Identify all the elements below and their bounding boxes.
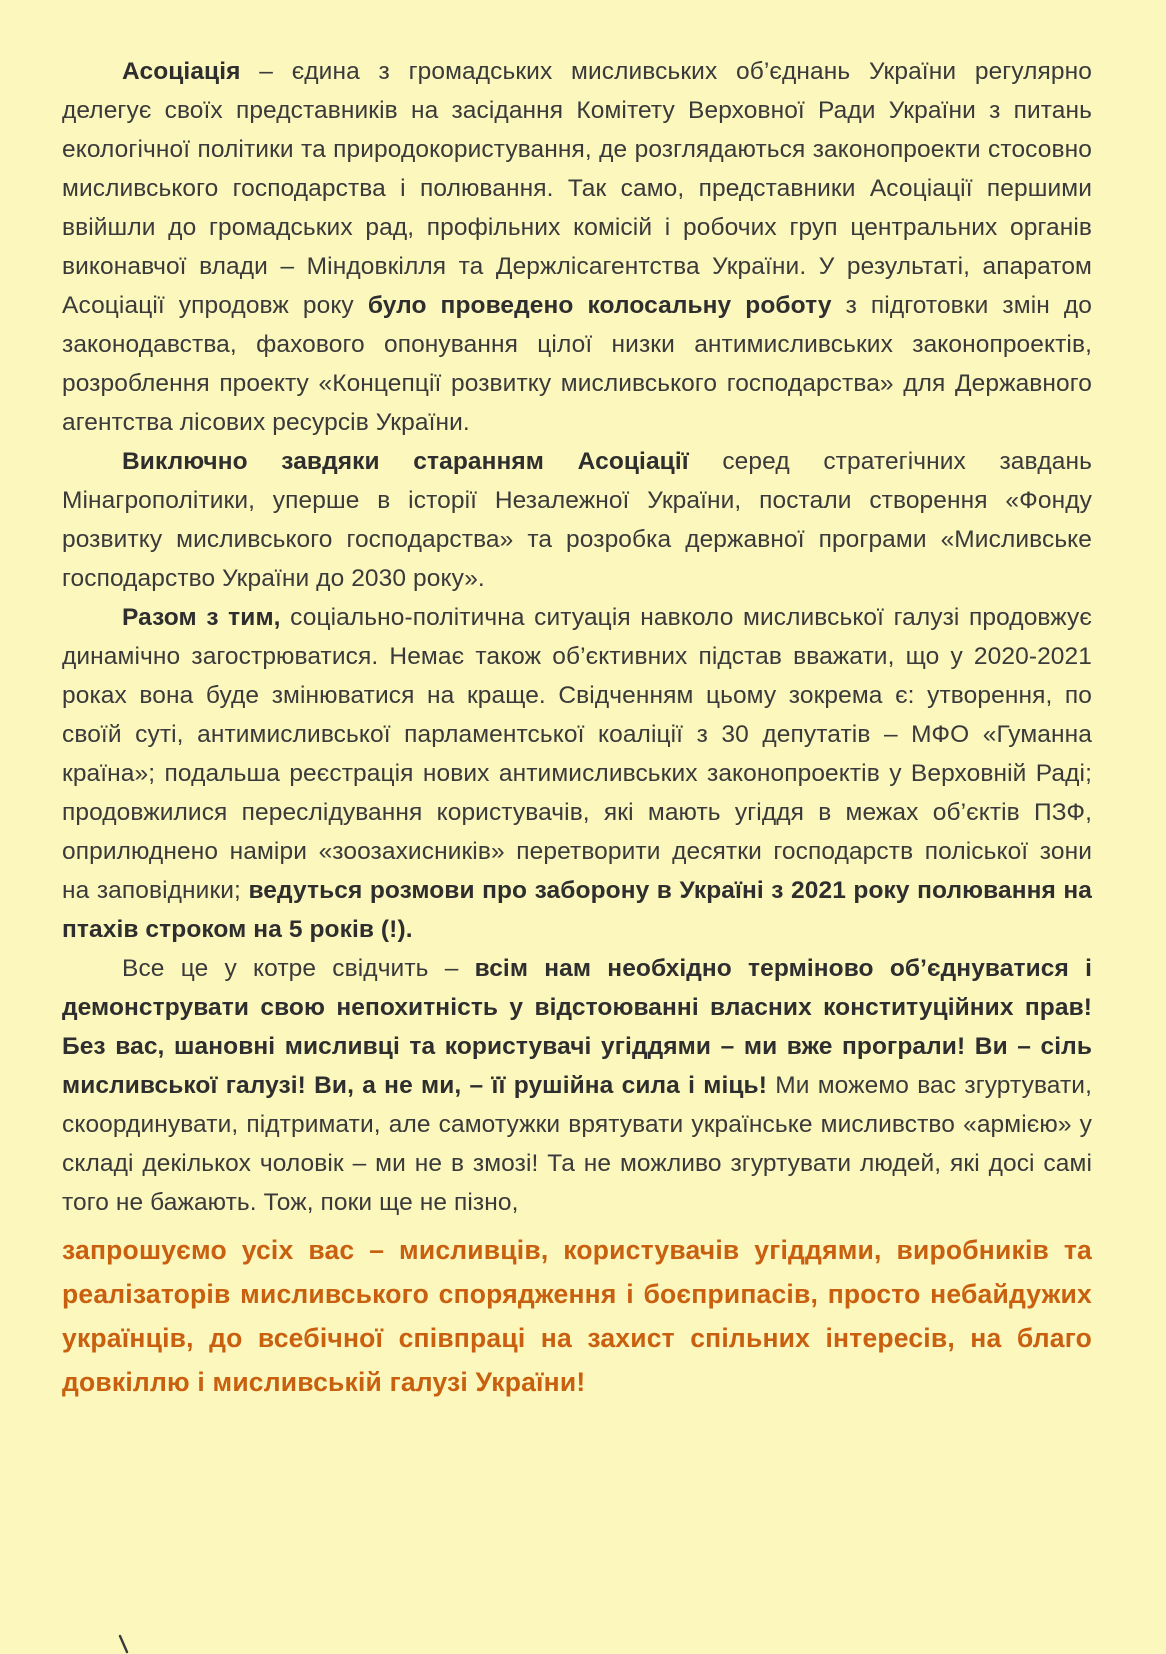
paragraph-text: соціально-політична ситуація навколо мисливської галузі продовжує динамічно загострюватися. Немає також об’єктивних підстав вважати, що у 2020-2021 роках вона буде змінюватися на краще. Свідченням цьому зокрема є: утворення, по своїй суті, антимисливської парламентської коаліції з 30 депутатів – МФО «Гуманна країна»; подальша реєстрація нових антимисливських законопроектів у Верховній Раді; продовжилися переслідування користувачів, які мають угіддя в межах об’єктів ПЗФ, оприлюднено наміри «зоозахисників» перетворити десятки господарств поліської зони на заповідники; xyxy=(62,604,1092,904)
cut-off-character-fragment xyxy=(118,1634,132,1654)
bold-colossal-work: було проведено колосальну роботу xyxy=(367,292,832,319)
bold-at-the-same-time: Разом з тим, xyxy=(122,604,281,631)
paragraph-call-to-unite xyxy=(62,949,1092,1222)
bold-association-term: Асоціація xyxy=(122,58,241,85)
invitation-call-to-action: запрошуємо усіх вас – мисливців, користувачів угіддями, виробників та реалізаторів мисливського спорядження і боєприпасів, просто небайдужих українців, до всебічної співпраці на захист спільних інтересів, на благо довкіллю і мисливській галузі України! xyxy=(62,1235,1092,1397)
paragraph-text: Ми можемо вас згуртувати, скоординувати, підтримати, але самотужки врятувати українське мисливство «армією» у складі декількох чоловік – ми не в змозі! Та не можливо згуртувати людей, які досі самі того не бажають. Тож, поки ще не пізно, xyxy=(62,1072,1092,1216)
document-body xyxy=(62,52,1092,1404)
paragraph-strategic-tasks xyxy=(62,442,1092,598)
bold-bird-hunting-ban: ведуться розмови про заборону в Україні з 2021 року полювання на птахів строком на 5 років (!). xyxy=(62,877,1092,943)
paragraph-text: Все це у котре свідчить – xyxy=(122,955,475,982)
bold-unite-appeal: всім нам необхідно терміново об’єднуватися і демонструвати свою непохитність у відстоюванні власних конституційних прав! Без вас, шановні мисливці та користувачі угіддями – ми вже програли! Ви – сіль мисливської галузі! Ви, а не ми, – її рушійна сила і міць! xyxy=(62,955,1092,1099)
paragraph-political-situation xyxy=(62,598,1092,949)
paragraph-text: – єдина з громадських мисливських об’єднань України регулярно делегує своїх представників на засідання Комітету Верховної Ради України з питань екологічної політики та природокористування, де розглядаються законопроекти стосовно мисливського господарства і полювання. Так само, представники Асоціації першими ввійшли до громадських рад, профільних комісій і робочих груп центральних органів виконавчої влади – Міндовкілля та Держлісагентства України. У результаті, апаратом Асоціації упродовж року xyxy=(62,58,1092,319)
bold-exclusive-efforts: Виключно завдяки старанням Асоціації xyxy=(122,448,689,475)
paragraph-text: з підготовки змін до законодавства, фахового опонування цілої низки антимисливських законопроектів, розроблення проекту «Концепції розвитку мисливського господарства» для Державного агентства лісових ресурсів України. xyxy=(62,292,1092,436)
paragraph-text: серед стратегічних завдань Мінагрополітики, уперше в історії Незалежної України, постали створення «Фонду розвитку мисливського господарства» та розробка державної програми «Мисливське господарство України до 2030 року». xyxy=(62,448,1092,592)
paragraph-association-activities xyxy=(62,52,1092,442)
